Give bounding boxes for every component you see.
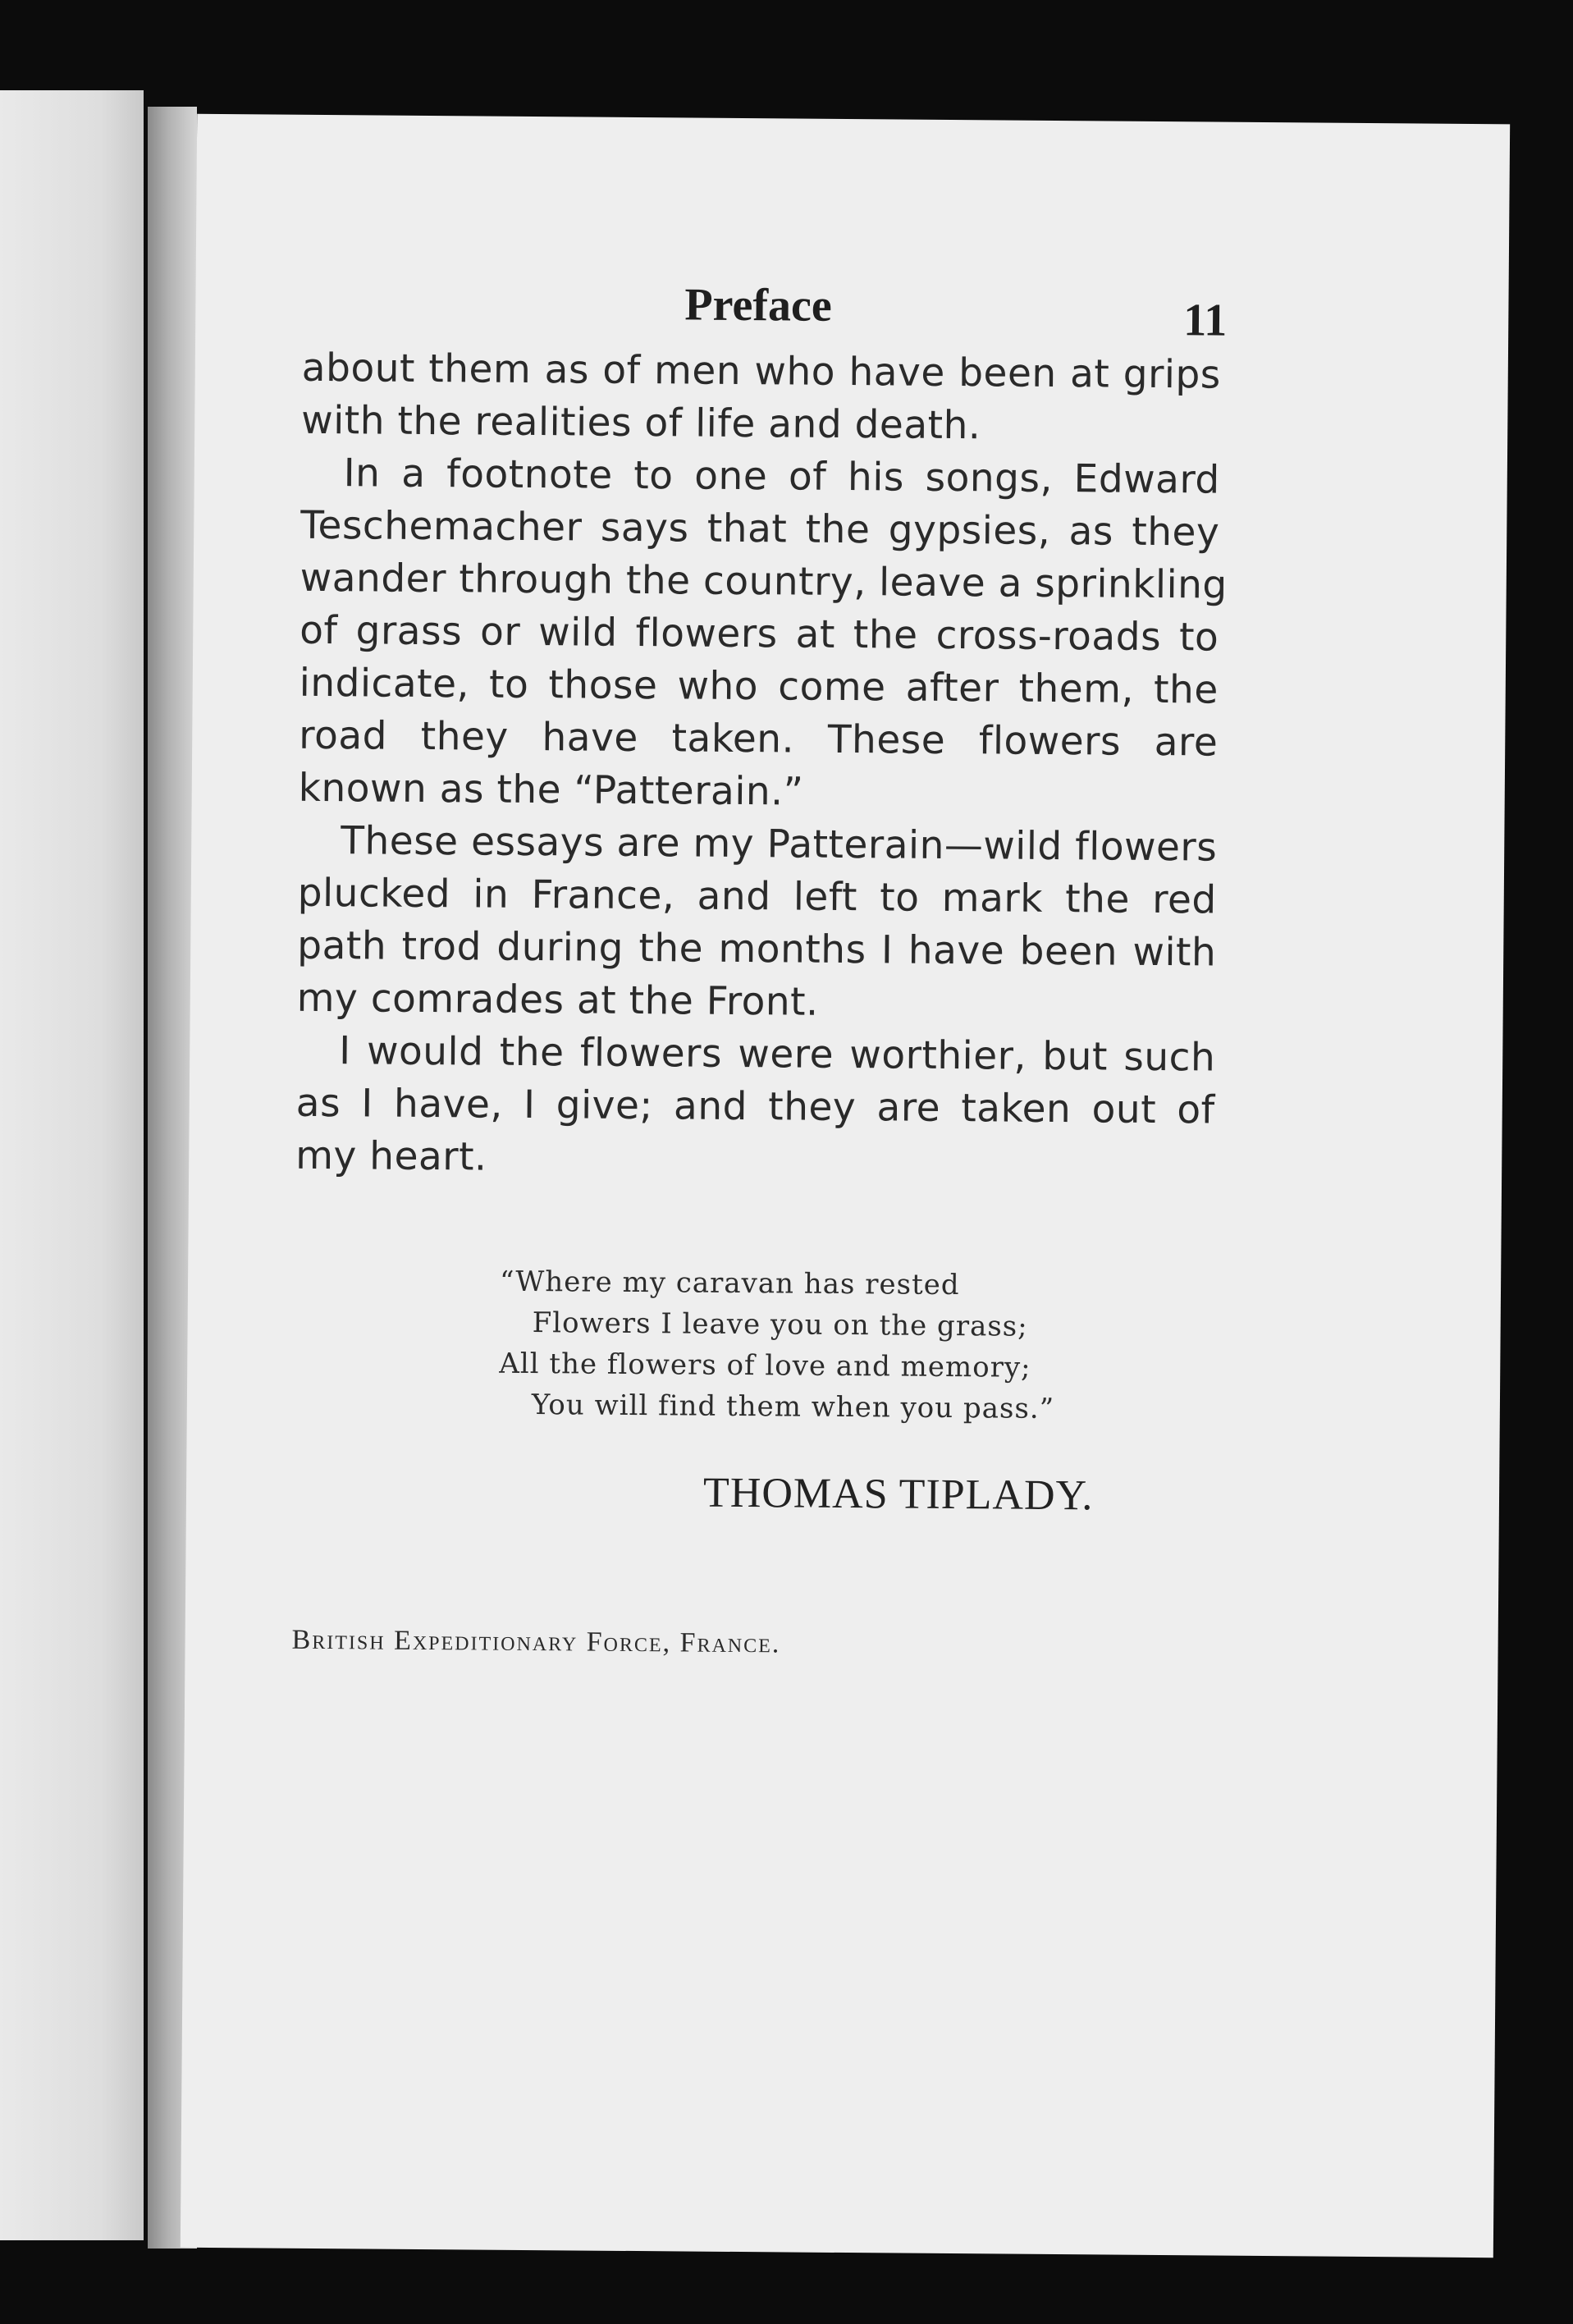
text-line: as I have, I give; and they are taken out of bbox=[295, 1080, 1215, 1133]
paragraph bbox=[301, 342, 1221, 455]
text-line: Teschemacher says that the gypsies, as they bbox=[300, 502, 1220, 556]
text-line: plucked in France, and left to mark the red bbox=[297, 870, 1217, 923]
text-line: known as the “Patterain.” bbox=[298, 765, 804, 815]
text-line: road they have taken. These flowers are bbox=[299, 712, 1219, 766]
left-page-edge bbox=[0, 90, 144, 2240]
body-text bbox=[295, 342, 1228, 1190]
verse-line: “Where my caravan has rested bbox=[499, 1265, 960, 1302]
text-line: wander through the country, leave a sprinkling bbox=[300, 555, 1228, 608]
text-line: my comrades at the Front. bbox=[296, 975, 819, 1025]
running-head: Preface bbox=[684, 279, 832, 332]
paragraph bbox=[295, 1025, 1215, 1190]
text-line: path trod during the months I have been with bbox=[297, 922, 1217, 976]
author-signature: THOMAS TIPLADY. bbox=[702, 1469, 1094, 1520]
text-line: my heart. bbox=[295, 1132, 487, 1180]
verse-line: All the flowers of love and memory; bbox=[499, 1347, 1031, 1384]
page-number: 11 bbox=[1183, 295, 1228, 346]
location-line: British Expeditionary Force, France. bbox=[291, 1624, 781, 1659]
text-line: These essays are my Patterain—wild flowers bbox=[341, 818, 1218, 871]
verse-line: Flowers I leave you on the grass; bbox=[532, 1306, 1028, 1343]
text-line: In a footnote to one of his songs, Edward bbox=[343, 451, 1220, 503]
text-line: about them as of men who have been at grips bbox=[301, 345, 1221, 398]
book-page bbox=[181, 114, 1510, 2258]
text-line: of grass or wild flowers at the cross-roads to bbox=[300, 607, 1219, 661]
paragraph bbox=[297, 815, 1218, 1032]
text-line: indicate, to those who come after them, the bbox=[299, 660, 1219, 713]
text-line: I would the flowers were worthier, but such bbox=[339, 1028, 1216, 1081]
text-line: with the realities of life and death. bbox=[301, 397, 981, 449]
verse-line: You will find them when you pass.” bbox=[531, 1388, 1055, 1426]
verse-quote bbox=[499, 1261, 1056, 1430]
paragraph bbox=[298, 447, 1228, 822]
